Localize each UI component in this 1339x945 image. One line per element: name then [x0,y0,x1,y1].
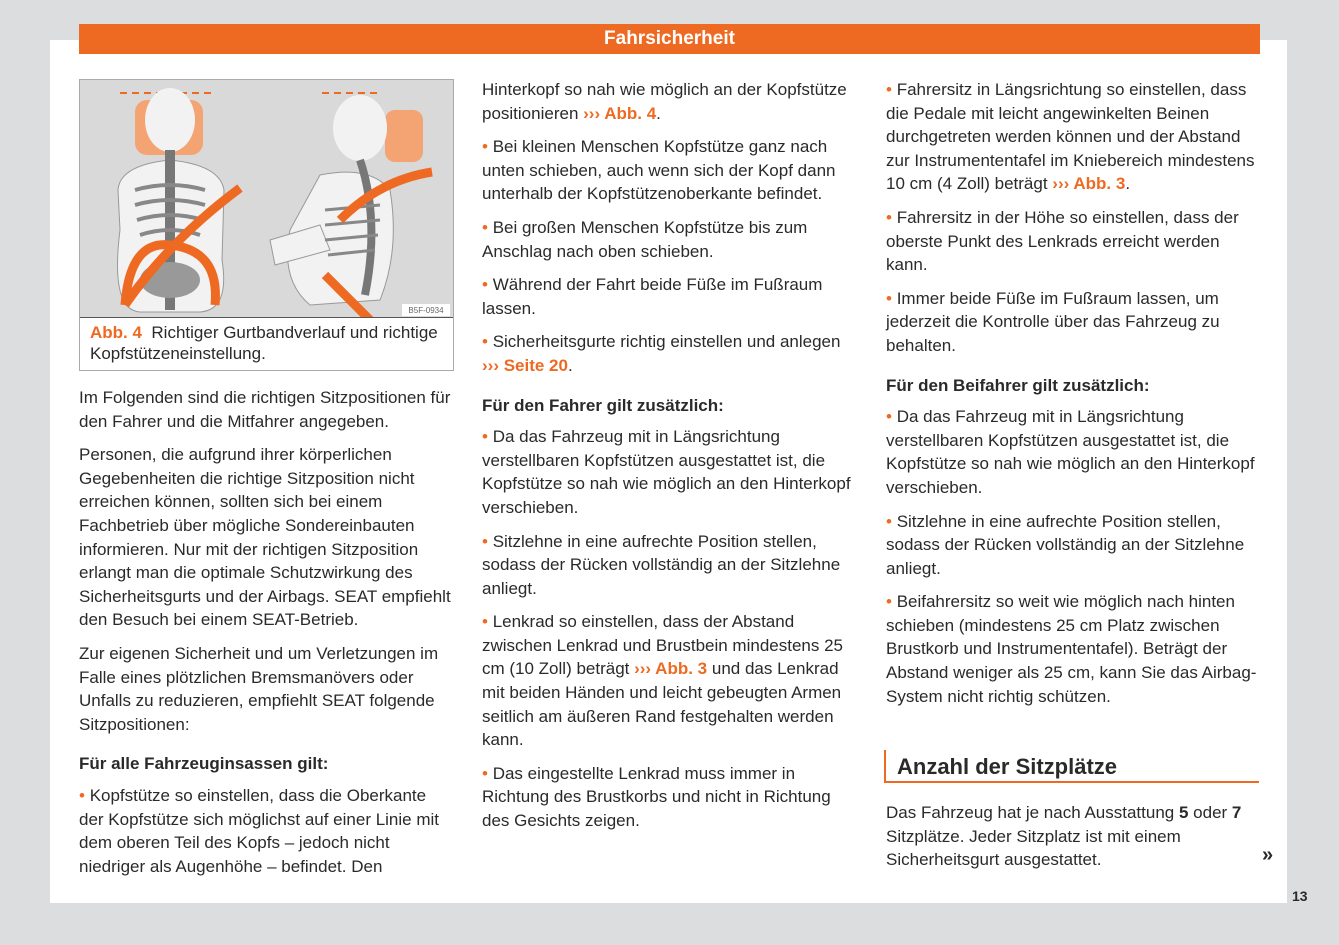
text-segment: Während der Fahrt beide Füße im Fußraum lassen. [482,275,823,318]
text-segment: Bei großen Menschen Kopfstütze bis zum Anschlag nach oben schieben. [482,217,808,261]
paragraph [79,642,453,736]
text-segment: Personen, die aufgrund ihrer körperlichen Gegebenheiten die richtige Sitzposition nicht erreichen können, sollten sich bei einem Fachbetrieb über mögliche Sondereinbauten informieren. Nur mit der richtigen Sitzposition erlangt man die optimale Schutzwirkung des Sicherheitsgurts und der Airbags. SEAT empfiehlt den Besuch bei einem SEAT-Betrieb. [79,445,451,630]
paragraph [482,78,856,125]
text-segment: Kopfstütze so einstellen, dass die Oberkante der Kopfstütze sich möglichst auf einer Linie mit dem oberen Teil des Kopfs – jedoch nicht niedriger als Augenhöhe – befindet. Den [79,785,440,876]
bullet-item [886,590,1260,708]
figure-caption-text: Richtiger Gurtbandverlauf und richtige Kopfstützeneinstellung. [90,323,438,363]
column-2 [482,78,856,843]
subheading [482,394,856,418]
bullet-icon: • [482,275,488,295]
bullet-item [886,510,1260,581]
page-number: 13 [1292,888,1308,904]
bullet-icon: • [886,592,892,612]
bullet-icon: • [482,137,488,157]
bullet-icon: • [482,427,488,447]
bullet-icon: • [886,80,892,99]
bullet-icon: • [482,531,488,551]
bullet-icon: • [482,217,488,237]
bullet-icon: • [886,288,892,308]
text-segment: . [567,355,573,375]
paragraph [79,386,453,433]
text-segment: . [1125,174,1131,194]
text-segment: Da das Fahrzeug mit in Längsrichtung verstellbaren Kopfstützen ausgestattet ist, die Kopfstütze so nah wie möglich an den Hinterkopf verschieben. [886,407,1255,497]
bullet-item [886,287,1260,358]
text-segment: Das eingestellte Lenkrad muss immer in Richtung des Brustkorbs und nicht in Richtung des Gesichts zeigen. [482,763,831,831]
paragraph [886,801,1260,872]
bullet-item [482,330,856,377]
continue-marker: » [1262,844,1274,866]
bullet-item [886,206,1260,277]
text-segment: Beifahrersitz so weit wie möglich nach hinten schieben (mindestens 25 cm Platz zwischen Brustkorb und Instrumententafel). Beträgt der Abstand weniger als 25 cm, kann Sie das Airbag-System nicht richtig schützen. [886,592,1257,706]
text-segment: Das Fahrzeug hat je nach Ausstattung [886,803,1179,822]
text-segment: Sicherheitsgurte richtig einstellen und anlegen [492,332,841,352]
section-heading: Anzahl der Sitzplätze [884,750,1259,783]
bullet-item [79,784,453,878]
bullet-icon: • [482,612,488,632]
text-segment: 7 [1231,803,1242,822]
column-3 [886,78,1260,718]
bullet-item [482,273,856,320]
text-segment: 5 [1178,803,1189,822]
bullet-icon: • [886,511,892,531]
subheading [79,752,453,776]
bullet-icon: • [482,763,488,783]
cross-reference-link[interactable]: ››› Abb. 4 [583,103,657,123]
text-segment: und das Lenkrad mit beiden Händen und leicht gebeugten Armen seitlich am äußeren Rand festgehalten werden kann. [482,659,842,750]
paragraph [79,443,453,632]
text-segment: Fahrersitz in der Höhe so einstellen, dass der oberste Punkt des Lenkrads erreicht werden kann. [886,207,1239,275]
text-segment: Bei kleinen Menschen Kopfstütze ganz nach unten schieben, auch wenn sich der Kopf dann unterhalb der Kopfstützenoberkante befindet. [482,137,836,204]
text-segment: Lenkrad so einstellen, dass der Abstand zwischen Lenkrad und Brustbein mindestens 25 cm (10 Zoll) beträgt [482,612,843,679]
text-segment: Für alle Fahrzeuginsassen gilt: [79,754,329,774]
subheading [886,374,1260,398]
text-segment: Zur eigenen Sicherheit und um Verletzungen im Falle eines plötzlichen Bremsmanövers oder Unfalls zu reduzieren, empfiehlt SEAT folgende Sitzpositionen: [79,643,439,734]
text-segment: . [656,103,661,123]
bullet-icon: • [886,207,892,227]
cross-reference-link[interactable]: ››› Abb. 3 [634,659,708,679]
figure-4 [79,79,454,371]
bullet-item [886,78,1260,196]
bullet-item [482,762,856,833]
text-segment: Immer beide Füße im Fußraum lassen, um jederzeit die Kontrolle über das Fahrzeug zu behalten. [886,288,1220,355]
section-body [886,801,1260,882]
bullet-item [482,425,856,519]
page-header: Fahrsicherheit [79,24,1260,54]
figure-code: B5F-0934 [408,306,444,315]
text-segment: Für den Beifahrer gilt zusätzlich: [886,375,1150,395]
bullet-item [482,610,856,752]
text-segment: oder [1188,803,1232,822]
bullet-item [482,135,856,206]
bullet-item [886,405,1260,499]
text-segment: Im Folgenden sind die richtigen Sitzpositionen für den Fahrer und die Mitfahrer angegeben. [79,388,451,431]
cross-reference-link[interactable]: ››› Abb. 3 [1052,174,1126,194]
figure-label: Abb. 4 [90,323,142,342]
bullet-icon: • [886,407,892,427]
bullet-icon: • [79,785,85,805]
text-segment: Für den Fahrer gilt zusätzlich: [482,395,724,415]
text-segment: Sitzlehne in eine aufrechte Position stellen, sodass der Rücken vollständig an der Sitzlehne anliegt. [886,511,1245,578]
text-segment: Sitzplätze. Jeder Sitzplatz ist mit einem Sicherheitsgurt ausgestattet. [886,826,1181,870]
text-segment: Fahrersitz in Längsrichtung so einstellen, dass die Pedale mit leicht angewinkelten Beinen durchgetreten werden können und der Abstand zur Instrumententafel im Kniebereich mindestens 10 cm (4 Zoll) beträgt [886,80,1255,194]
seatbelt-illustration [80,80,453,317]
figure-caption [80,317,453,368]
column-1 [79,386,453,888]
text-segment: Sitzlehne in eine aufrechte Position stellen, sodass der Rücken vollständig an der Sitzlehne anliegt. [482,531,841,598]
text-segment: Hinterkopf so nah wie möglich an der Kopfstütze positionieren [482,80,847,123]
bullet-item [482,530,856,601]
bullet-item [482,216,856,263]
bullet-icon: • [482,332,488,352]
cross-reference-link[interactable]: ››› Seite 20 [482,355,568,375]
text-segment: Da das Fahrzeug mit in Längsrichtung verstellbaren Kopfstützen ausgestattet ist, die Kopfstütze so nah wie möglich an den Hinterkopf verschieben. [482,427,851,517]
